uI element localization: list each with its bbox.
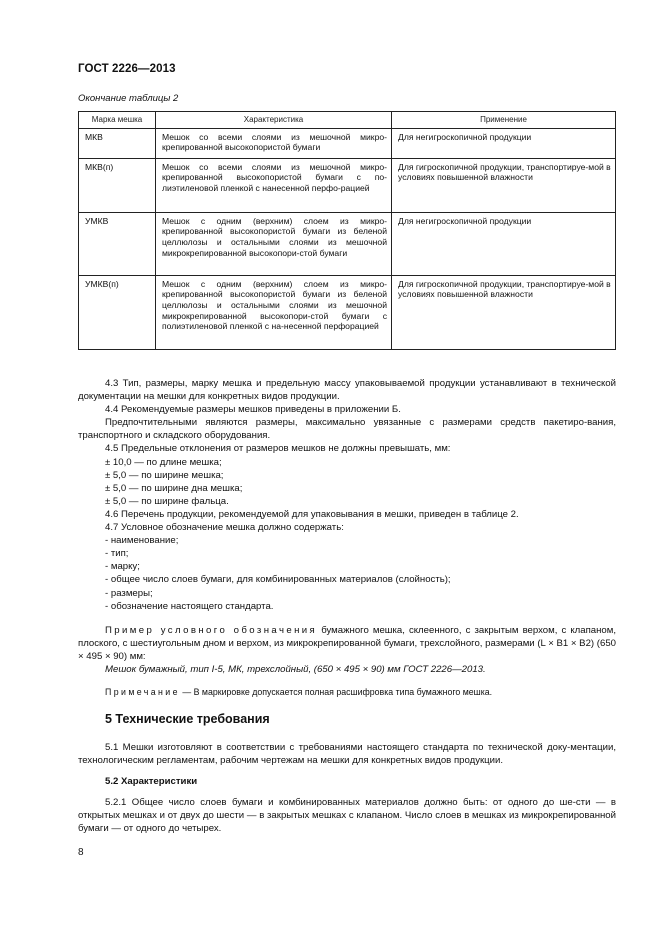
deviation-length: ± 10,0 — по длине мешка;: [105, 456, 222, 468]
deviation-gusset-width: ± 5,0 — по ширине фальца.: [105, 495, 229, 507]
grade-cell: УМКВ(п): [79, 275, 156, 349]
table-row: [79, 275, 616, 349]
header-grade: Марка мешка: [79, 112, 156, 129]
paragraph-5-2-1: 5.2.1 Общее число слоев бумаги и комбинированных материалов должно быть: от одного до ше-сти — в открытых мешках и от двух до шести — в закрытых мешках с клапаном. Число слоев в мешках из микрокрепированной бумаги — от одного до четырех.: [78, 797, 616, 835]
header-application: Применение: [392, 112, 616, 129]
grade-cell: УМКВ: [79, 212, 156, 275]
subsection-5-2-title: 5.2 Характеристики: [105, 776, 198, 787]
characteristic-cell: Мешок со всеми слоями из мешочной микро-крепированной высокопористой бумаги с по-лиэтиленовой пленкой с нанесенной перфо-рацией: [156, 158, 392, 212]
application-cell: Для негигроскопичной продукции: [392, 212, 616, 275]
note-label: Примечание: [105, 687, 180, 697]
characteristic-cell: Мешок со всеми слоями из мешочной микро-крепированной высокопористой бумаги: [156, 128, 392, 158]
application-cell: Для гигроскопичной продукции, транспортируе-мой в условиях повышенной влажности: [392, 158, 616, 212]
paragraph-4-5: 4.5 Предельные отклонения от размеров мешков не должны превышать, мм:: [105, 443, 451, 455]
application-cell: Для негигроскопичной продукции: [392, 128, 616, 158]
bag-grade-table: [78, 111, 616, 350]
example-paragraph: [78, 624, 616, 663]
header-characteristic: Характеристика: [156, 112, 392, 129]
designation-example: [78, 624, 616, 676]
paragraph-preferred-sizes: Предпочтительными являются размеры, максимально увязанные с размерами средств пакетиро-вания, транспортного и складского оборудования.: [78, 417, 616, 442]
deviation-width: ± 5,0 — по ширине мешка;: [105, 469, 224, 481]
application-cell: Для гигроскопичной продукции, транспортируе-мой в условиях повышенной влажности: [392, 275, 616, 349]
deviation-bottom-width: ± 5,0 — по ширине дна мешка;: [105, 482, 243, 494]
paragraph-4-4: 4.4 Рекомендуемые размеры мешков приведены в приложении Б.: [105, 404, 401, 416]
paragraph-5-2-1-block: [78, 796, 616, 835]
standard-code-header: ГОСТ 2226—2013: [78, 63, 176, 75]
note-paragraph: [78, 686, 616, 699]
paragraph-4-3: 4.3 Тип, размеры, марку мешка и предельную массу упаковываемой продукции устанавливают в технической документации на мешки для конкретных видов продукции.: [78, 378, 616, 403]
paragraph-4-6: 4.6 Перечень продукции, рекомендуемой для упаковывания в мешки, приведен в таблице 2.: [105, 508, 519, 520]
grade-cell: МКВ(п): [79, 158, 156, 212]
list-item: - обозначение настоящего стандарта.: [105, 600, 274, 612]
example-label: Пример условного обозначения: [105, 625, 318, 636]
table-caption: Окончание таблицы 2: [78, 93, 179, 104]
note-text: — В маркировке допускается полная расшифровка типа бумажного мешка.: [179, 687, 493, 697]
list-item: - тип;: [105, 548, 129, 560]
list-item: - наименование;: [105, 535, 179, 547]
paragraph-4-7: 4.7 Условное обозначение мешка должно содержать:: [105, 522, 344, 534]
subsection-5-2: [78, 775, 616, 788]
table-header-row: [79, 112, 616, 129]
section-5-body: [78, 741, 616, 767]
page-number: 8: [78, 847, 84, 858]
example-designation: Мешок бумажный, тип I-5, МК, трехслойный, (650 × 495 × 90) мм ГОСТ 2226—2013.: [105, 664, 486, 676]
section-4-body: [78, 377, 616, 613]
table-row: [79, 158, 616, 212]
example-text: бумажного мешка, склеенного, с закрытым верхом, с клапаном, плоского, с шестиугольным дном и верхом, из микрокрепированной бумаги, трехслойного, размерами (L × B1 × B2) (650 × 495 × 90) мм:: [78, 625, 616, 663]
section-5-title: 5 Технические требования: [105, 712, 270, 726]
list-item: - размеры;: [105, 587, 153, 599]
table-row: [79, 128, 616, 158]
list-item: - марку;: [105, 561, 140, 573]
grade-cell: МКВ: [79, 128, 156, 158]
paragraph-5-1: 5.1 Мешки изготовляют в соответствии с требованиями настоящего стандарта по технической доку-ментации, технологическим регламентам, рабочим чертежам на мешки для конкретных видов продукции.: [78, 742, 616, 767]
characteristic-cell: Мешок с одним (верхним) слоем из микро-крепированной высокопористой бумаги из беленой целлюлозы и остальными слоями из мешочной микрокрепированной высокопори-стой бумаги с полиэтиленовой пленкой с на-несенной перфорацией: [156, 275, 392, 349]
note-block: [78, 686, 616, 699]
characteristic-cell: Мешок с одним (верхним) слоем из микро-крепированной высокопористой бумаги из беленой целлюлозы и остальными слоями из мешочной микрокрепированной высокопори-стой бумаги: [156, 212, 392, 275]
table-row: [79, 212, 616, 275]
list-item: - общее число слоев бумаги, для комбинированных материалов (слойность);: [105, 574, 451, 586]
